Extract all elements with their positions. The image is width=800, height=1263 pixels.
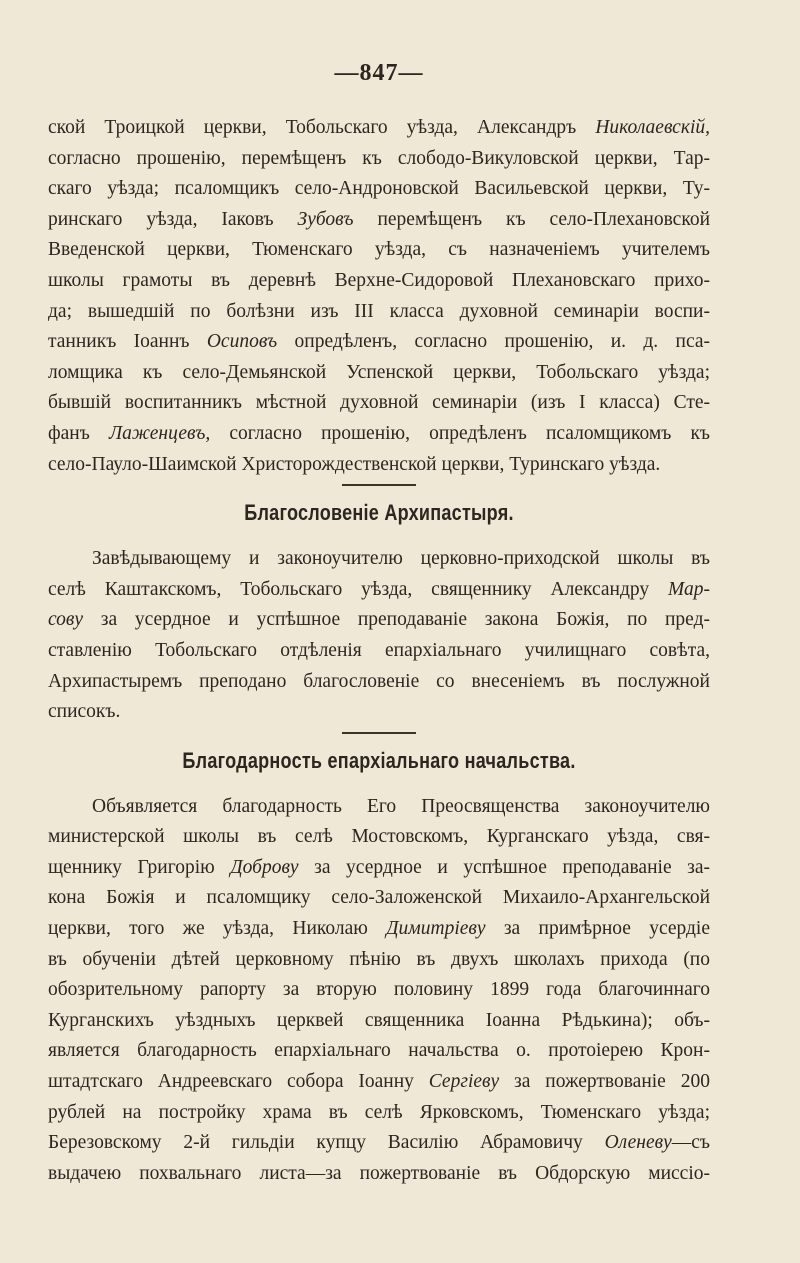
page-number: —847— (334, 60, 424, 86)
text-run: Завѣдывающему и законоучителю церковно-приходской школы въ (92, 548, 710, 570)
text-run: школы грамоты въ деревнѣ Верхне-Сидоровой Плехановскаго прихо- (48, 269, 710, 291)
text-line (48, 1067, 710, 1098)
text-line (48, 853, 710, 884)
italic-name: Оленеву (604, 1132, 672, 1154)
text-run: списокъ. (48, 701, 121, 723)
text-run: является благодарность епархіальнаго начальства о. протоіерею Крон- (48, 1040, 710, 1062)
text-line (48, 358, 710, 389)
text-run: за усердное и успѣшное преподаваніе за- (298, 856, 710, 878)
text-run: фанъ (48, 422, 109, 444)
text-run: опредѣленъ, согласно прошенію, и. д. пса- (277, 331, 710, 353)
section-appointments (48, 113, 710, 480)
text-line (48, 822, 710, 853)
text-run: танникъ Іоаннъ (48, 331, 207, 353)
text-run: Архипастыремъ преподано благословеніе со внесеніемъ въ послужной (48, 670, 710, 692)
text-line (48, 975, 710, 1006)
text-run: скаго уѣзда; псаломщикъ село-Андроновской Васильевской церкви, Ту- (48, 178, 710, 200)
italic-name: сову (48, 609, 84, 631)
text-run: Курганскихъ уѣздныхъ церквей священника Іоанна Рѣдькина); объ- (48, 1009, 710, 1031)
text-line (48, 235, 710, 266)
text-run: бывшій воспитанникъ мѣстной духовной семинаріи (изъ I класса) Сте- (48, 392, 710, 414)
text-run: за примѣрное усердіе (485, 918, 710, 940)
section-blessing (48, 544, 710, 728)
italic-name: Димитріеву (386, 918, 486, 940)
text-line (48, 1036, 710, 1067)
italic-name: Сергіеву (428, 1071, 500, 1093)
text-line (48, 1128, 710, 1159)
text-run: согласно прошенію, опредѣленъ псаломщикомъ къ (210, 422, 710, 444)
text-run: село-Пауло-Шаимской Христорождественской церкви, Туринскаго уѣзда. (48, 453, 661, 475)
text-run: за пожертвованіе 200 (499, 1071, 710, 1093)
italic-name: Доброву (230, 856, 299, 878)
text-line (48, 697, 710, 728)
text-line (48, 1006, 710, 1037)
text-run: за усердное и успѣшное преподаваніе закона Божія, по пред- (83, 609, 710, 631)
text-run: согласно прошенію, перемѣщенъ къ слободо-Викуловской церкви, Тар- (48, 147, 710, 169)
text-line (48, 914, 710, 945)
text-run: выдачею похвальнаго листа—за пожертвованіе въ Обдорскую миссіо- (48, 1162, 710, 1184)
text-line (48, 792, 710, 823)
text-run: перемѣщенъ къ село-Плехановской (353, 208, 710, 230)
italic-name: Лаженцевъ, (108, 422, 211, 444)
text-line (48, 636, 710, 667)
text-line (48, 667, 710, 698)
text-run: рублей на постройку храма въ селѣ Ярковскомъ, Тюменскаго уѣзда; (48, 1101, 710, 1123)
text-run: министерской школы въ селѣ Мостовскомъ, Курганскаго уѣзда, свя- (48, 826, 710, 848)
heading-blessing: Благословеніе Архипастыря. (244, 500, 514, 526)
section-gratitude (48, 792, 710, 1190)
text-run: штадтскаго Андреевскаго собора Іоанну (48, 1071, 429, 1093)
text-run: селѣ Каштакскомъ, Тобольскаго уѣзда, священнику Александру (48, 578, 669, 600)
text-run: Березовскому 2-й гильдіи купцу Василію Абрамовичу (48, 1132, 605, 1154)
text-line (48, 205, 710, 236)
text-run: ставленію Тобольскаго отдѣленія епархіальнаго училищнаго совѣта, (48, 639, 710, 661)
text-run: да; вышедшій по болѣзни изъ III класса духовной семинаріи воспи- (48, 300, 710, 322)
text-line (48, 544, 710, 575)
italic-name: Мар- (668, 578, 710, 600)
text-line (48, 1159, 710, 1190)
text-run: кона Божія и псаломщику село-Заложенской Михаило-Архангельской (48, 887, 710, 909)
text-line (48, 174, 710, 205)
text-line (48, 945, 710, 976)
text-line (48, 113, 710, 144)
text-run: церкви, того же уѣзда, Николаю (48, 918, 387, 940)
text-line (48, 575, 710, 606)
text-line (48, 450, 710, 481)
text-run: —съ (671, 1132, 710, 1154)
text-line (48, 419, 710, 450)
italic-name: Николаевскій, (595, 117, 710, 138)
text-line (48, 605, 710, 636)
text-line (48, 327, 710, 358)
text-run: щеннику Григорію (48, 856, 231, 878)
text-line (48, 388, 710, 419)
italic-name: Зубовъ (297, 208, 354, 230)
text-run: ринскаго уѣзда, Іаковъ (48, 208, 298, 230)
text-run: ской Троицкой церкви, Тобольскаго уѣзда, Александръ (48, 117, 596, 138)
text-line (48, 144, 710, 175)
text-line (48, 266, 710, 297)
text-line (48, 297, 710, 328)
divider-rule (342, 732, 416, 734)
text-run: обозрительному рапорту за вторую половину 1899 года благочиннаго (48, 979, 710, 1001)
divider-rule (342, 484, 416, 486)
text-run: Введенской церкви, Тюменскаго уѣзда, съ назначеніемъ учителемъ (48, 239, 710, 261)
italic-name: Осиповъ (206, 331, 278, 353)
heading-gratitude: Благодарность епархіальнаго начальства. (182, 747, 576, 773)
text-run: Объявляется благодарность Его Преосвященства законоучителю (92, 795, 710, 817)
text-line (48, 883, 710, 914)
text-run: ломщика къ село-Демьянской Успенской церкви, Тобольскаго уѣзда; (48, 361, 710, 383)
text-line (48, 1098, 710, 1129)
text-run: въ обученіи дѣтей церковному пѣнію въ двухъ школахъ прихода (по (48, 948, 710, 970)
